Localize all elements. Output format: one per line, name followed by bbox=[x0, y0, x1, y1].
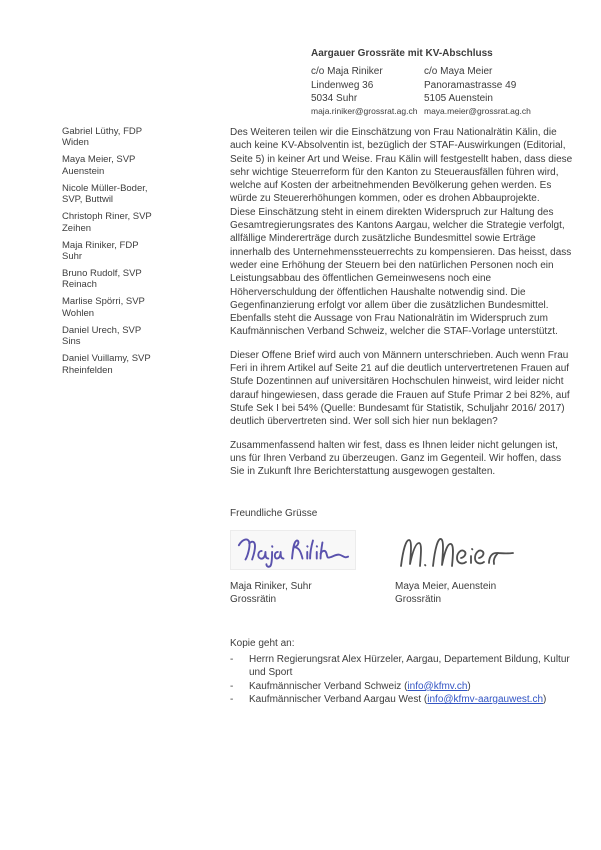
kfmv-email-link[interactable]: info@kfmv.ch bbox=[407, 680, 468, 692]
riniker-signature-image bbox=[230, 530, 356, 570]
signatory-name: Bruno Rudolf, SVP bbox=[62, 268, 142, 280]
signatory-item bbox=[62, 268, 220, 291]
signatory-item bbox=[62, 211, 220, 234]
signatories-list bbox=[62, 126, 220, 382]
signatory-name: Gabriel Lüthy, FDP bbox=[62, 126, 143, 137]
signatory-place: Suhr bbox=[62, 251, 83, 263]
signature-slot bbox=[395, 526, 560, 580]
signature-title: Grossrätin bbox=[395, 594, 442, 606]
signatory-item bbox=[62, 154, 220, 177]
cc-item-prefix: Kaufmännischer Verband Schweiz ( bbox=[249, 680, 408, 692]
contact-block-meier bbox=[424, 65, 531, 118]
contact-careof: c/o Maya Meier bbox=[424, 66, 493, 78]
signatory-place: Sins bbox=[62, 336, 81, 348]
signature-row bbox=[230, 526, 575, 607]
signatory-item bbox=[62, 353, 220, 376]
signatory-place: Widen bbox=[62, 137, 89, 149]
signatory-name: Christoph Riner, SVP bbox=[62, 211, 152, 223]
letterhead bbox=[311, 47, 531, 118]
signature-name: Maya Meier, Auenstein bbox=[395, 580, 497, 592]
contact-careof: c/o Maja Riniker bbox=[311, 66, 383, 78]
signature-name: Maja Riniker, Suhr bbox=[230, 580, 312, 592]
dash-bullet: - bbox=[230, 680, 234, 692]
kfmv-aargauwest-email-link[interactable]: info@kfmv-aargauwest.ch bbox=[427, 694, 544, 705]
paragraph-open-letter: Dieser Offene Brief wird auch von Männern unterschrieben. Auch wenn Frau Feri in ihrem Artikel auf Seite 21 auf die deutlich untervertretenen Frauen auf Stufe Dozentinnen auf universitären Hochschulen hinweist, wird leider nicht darauf hingewiesen, dass gerade die Frauen auf Stufe Primar 2 bei 82%, auf Stufe Sek I bei 54% (Quelle: Bundesamt für Statistik, Schuljahr 2016/ 2017) deutlich übervertreten sind. Wer soll sich hier nun beklagen? bbox=[230, 349, 570, 428]
cc-label: Kopie geht an: bbox=[230, 638, 295, 650]
signatory-name: Marlise Spörri, SVP bbox=[62, 296, 145, 308]
meier-signature-strokes bbox=[401, 539, 513, 566]
cc-item-text: Herrn Regierungsrat Alex Hürzeler, Aargau, Departement Bildung, Kultur und Sport bbox=[249, 654, 570, 679]
letter-body bbox=[230, 126, 575, 706]
signatory-name: Daniel Vuillamy, SVP bbox=[62, 353, 151, 365]
signatory-name: Daniel Urech, SVP bbox=[62, 324, 142, 336]
signatory-item bbox=[62, 296, 220, 319]
signatory-name: Maja Riniker, FDP bbox=[62, 239, 139, 251]
contact-email: maya.meier@grossrat.ag.ch bbox=[424, 106, 531, 117]
dash-bullet: - bbox=[230, 694, 234, 705]
paragraph-government-position: Diese Einschätzung steht in einem direkten Widerspruch zur Haltung des Gesamtregierungsrates des Kantons Aargau, welcher die Strategie verfolgt, allfällige Mindererträge durch zusätzliche Bundesmittel sowie Erträge innerhalb des Unternehmenssteuerrechts zu kompensieren. Das heisst, dass weder eine Erhöhung der Steuern bei den natürlichen Personen noch ein Leistungsabbau des öffentlichen Gemeinwesens noch eine Höherverschuldung der öffentlichen Haushalte notwendig sind. Die Gegenfinanzierung erfolgt vor allem über die zusätzlichen Bundesmittel. Ebenfalls steht die Aussage von Frau Nationalrätin im Widerspruch zum Kaufmännischen Verband Schweiz, welcher die STAF-Vorlage unterstützt. bbox=[230, 206, 572, 338]
signatory-place: Wohlen bbox=[62, 307, 95, 319]
contact-street: Panoramastrasse 49 bbox=[424, 79, 517, 91]
paragraph-summary: Zusammenfassend halten wir fest, dass es Ihnen leider nicht gelungen ist, uns für Ihren Verband zu überzeugen. Ganz im Gegenteil. Wir hoffen, dass Sie in Zukunft Ihre Berichterstattung ausgewogen gestalten. bbox=[230, 439, 562, 478]
closing-salutation: Freundliche Grüsse bbox=[230, 508, 318, 520]
cc-item-text bbox=[249, 693, 575, 706]
cc-item-suffix: ) bbox=[467, 680, 471, 692]
contact-city: 5105 Auenstein bbox=[424, 92, 493, 104]
riniker-signature-strokes bbox=[239, 539, 348, 566]
cc-item-text bbox=[249, 680, 575, 693]
sender-group-title: Aargauer Grossräte mit KV-Abschluss bbox=[311, 48, 493, 59]
signatory-place: Reinach bbox=[62, 279, 97, 291]
cc-block bbox=[230, 637, 575, 706]
contact-email: maja.riniker@grossrat.ag.ch bbox=[311, 106, 418, 117]
signatory-item bbox=[62, 183, 220, 206]
cc-item-kfmv-schweiz bbox=[230, 680, 575, 693]
cc-item-suffix: ) bbox=[543, 694, 547, 705]
signature-slot bbox=[230, 526, 395, 580]
meier-signature-image bbox=[395, 528, 521, 578]
signatory-place: SVP, Buttwil bbox=[62, 194, 114, 206]
signature-title: Grossrätin bbox=[230, 594, 277, 606]
paragraph-staf-assessment: Des Weiteren teilen wir die Einschätzung von Frau Nationalrätin Kälin, die auch keine KV-Absolventin ist, bezüglich der STAF-Auswirkungen (Editorial, Seite 5) in keiner Art und Weise. Frau Kälin will festgestellt haben, dass diese sehr wichtige Steuerreform für den Kanton zu Steuerausfällen führen wird, welche auf Kosten der arbeitnehmenden Bevölkerung gehen werden. Es würde zu Steuererhöhungen kommen, oder es drohen Abbauprojekte. bbox=[230, 127, 573, 205]
signatory-place: Zeihen bbox=[62, 222, 92, 234]
contact-city: 5034 Suhr bbox=[311, 92, 358, 104]
signatory-place: Rheinfelden bbox=[62, 364, 113, 376]
contact-street: Lindenweg 36 bbox=[311, 79, 374, 91]
contact-columns bbox=[311, 65, 531, 118]
contact-block-riniker bbox=[311, 65, 424, 118]
signatory-name: Nicole Müller-Boder, bbox=[62, 182, 148, 194]
cc-item-huerzeler bbox=[230, 653, 575, 680]
dash-bullet: - bbox=[230, 654, 234, 666]
signatory-item bbox=[62, 126, 220, 149]
signatory-item bbox=[62, 325, 220, 348]
cc-item-prefix: Kaufmännischer Verband Aargau West ( bbox=[249, 694, 428, 705]
signature-block-meier bbox=[395, 526, 560, 607]
cc-item-kfmv-aargau-west bbox=[230, 693, 575, 706]
signature-block-riniker bbox=[230, 526, 395, 607]
signatory-item bbox=[62, 240, 220, 263]
signatory-name: Maya Meier, SVP bbox=[62, 154, 136, 166]
signatory-place: Auenstein bbox=[62, 165, 105, 177]
cc-list bbox=[230, 653, 575, 706]
